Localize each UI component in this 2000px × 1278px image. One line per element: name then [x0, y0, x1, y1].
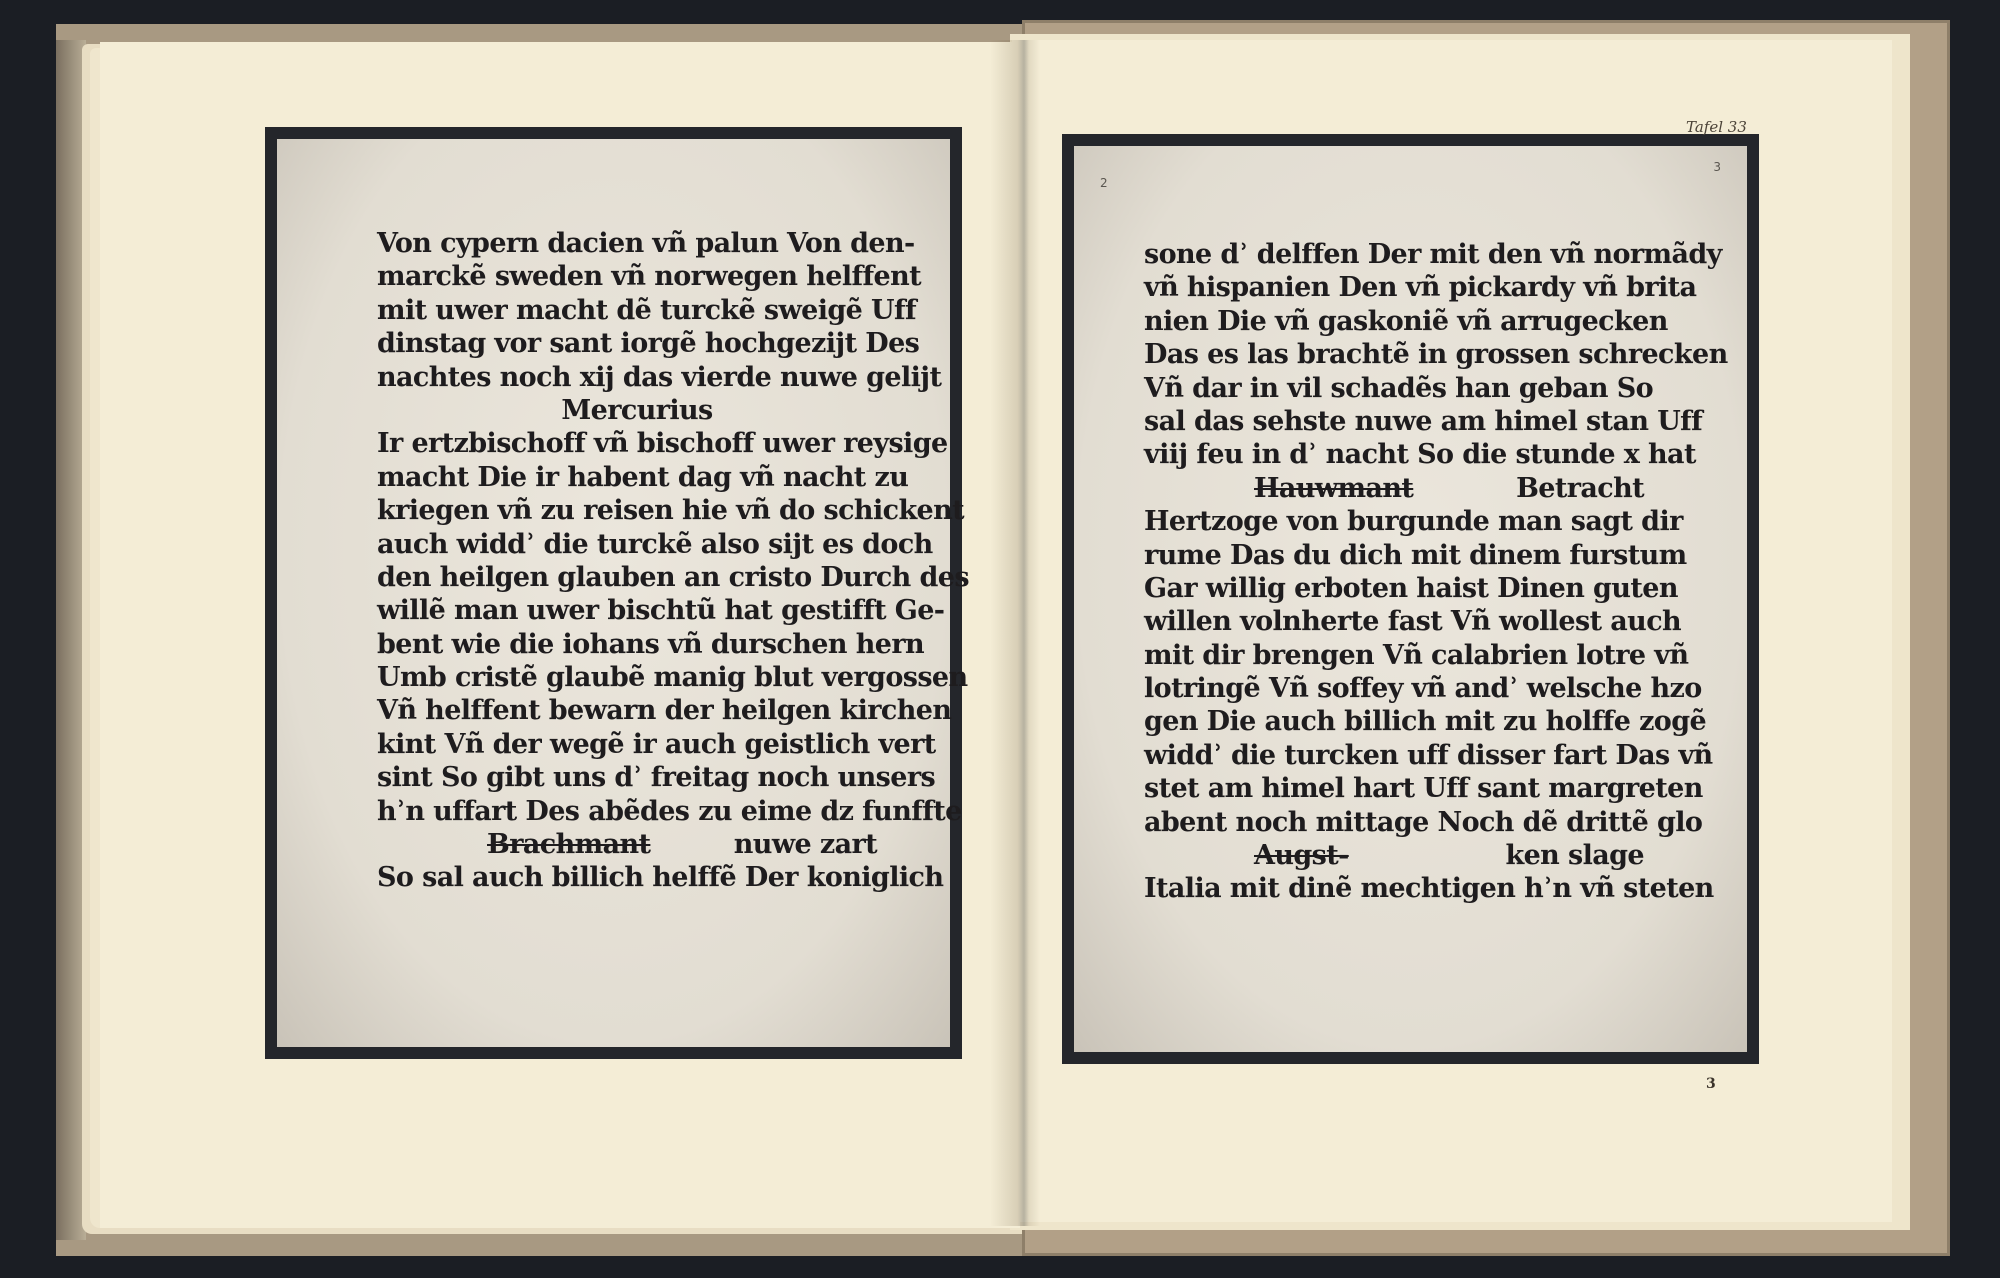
text-line: sone dʾ delffen Der mit den vñ normãdy	[1144, 239, 1722, 270]
left-facsimile-plate	[265, 127, 969, 1059]
text-line: Umb cristẽ glaubẽ manig blut vergossen	[377, 662, 968, 694]
text-line: abent noch mittage Noch dẽ drittẽ glo	[1144, 806, 1703, 838]
text-line: Ir ertzbischoff vñ bischoff uwer reysige	[377, 428, 948, 460]
text-line: Gar willig erboten haist Dinen guten	[1144, 572, 1678, 604]
left-facsimile-text	[377, 227, 969, 895]
text-line: lotringẽ Vñ soffey vñ andʾ welsche hzo	[1144, 673, 1702, 705]
text-line: bent wie die iohans vñ durschen hern	[377, 628, 924, 660]
right-facsimile-plate	[1062, 134, 1759, 1064]
month-label: Brachmant	[487, 829, 651, 861]
text-line-pair	[1144, 472, 1664, 505]
month-label: Hauwmant	[1254, 472, 1414, 504]
moon-label: nuwe zart	[733, 829, 877, 861]
text-line: Hertzoge von burgunde man sagt dir	[1144, 506, 1683, 538]
text-line-pair	[1144, 839, 1664, 872]
month-label: Augst-	[1254, 840, 1349, 872]
text-line: Vñ helffent bewarn der heilgen kirchen	[377, 695, 952, 727]
text-line: den heilgen glauben an cristo Durch des	[377, 561, 969, 593]
text-line: willen volnherte fast Vñ wollest auch	[1144, 606, 1682, 638]
text-line: stet am himel hart Uff sant margreten	[1144, 773, 1703, 805]
text-line: Italia mit dinẽ mechtigen hʾn vñ steten	[1144, 873, 1714, 905]
text-line: Das es las brachtẽ in grossen schrecken	[1144, 339, 1728, 371]
page-number: 3	[1706, 1076, 1716, 1092]
leaf-number-left: 2	[1100, 176, 1108, 190]
text-line-pair	[377, 828, 897, 861]
text-line: sint So gibt uns dʾ freitag noch unsers	[377, 762, 936, 794]
moon-label: Betracht	[1516, 472, 1644, 504]
text-line: rume Das du dich mit dinem furstum	[1144, 539, 1687, 571]
left-facsimile-paper	[277, 139, 969, 1047]
moon-label: ken slage	[1505, 840, 1644, 872]
text-line: mit dir brengen Vñ calabrien lotre vñ	[1144, 639, 1689, 671]
text-line: kint Vñ der wegẽ ir auch geistlich vert	[377, 728, 936, 760]
text-line: vñ hispanien Den vñ pickardy vñ brita	[1144, 272, 1697, 304]
text-line: mit uwer macht dẽ turckẽ sweigẽ Uff	[377, 294, 916, 326]
text-line: sal das sehste nuwe am himel stan Uff	[1144, 405, 1703, 437]
text-line: nachtes noch xij das vierde nuwe gelijt	[377, 361, 942, 393]
text-line: hʾn uffart Des abẽdes zu eime dz funffte	[377, 795, 962, 827]
text-line: nien Die vñ gaskoniẽ vñ arrugecken	[1144, 305, 1668, 337]
plate-title: Tafel 33	[1686, 118, 1747, 136]
right-facsimile-paper	[1074, 146, 1747, 1052]
text-line: kriegen vñ zu reisen hie vñ do schickent	[377, 495, 965, 527]
leaf-number-right: 3	[1713, 160, 1721, 174]
text-line: Von cypern dacien vñ palun Von den-	[377, 228, 915, 259]
text-line: auch widdʾ die turckẽ also sijt es doch	[377, 528, 933, 560]
book-gutter	[990, 40, 1040, 1226]
text-line: macht Die ir habent dag vñ nacht zu	[377, 461, 909, 493]
text-line-heading: Mercurius	[561, 394, 713, 426]
text-line: Vñ dar in vil schadẽs han geban So	[1144, 372, 1654, 404]
text-line: willẽ man uwer bischtũ hat gestifft Ge-	[377, 595, 945, 627]
text-line: So sal auch billich helffẽ Der koniglich	[377, 862, 944, 894]
text-line: viij feu in dʾ nacht So die stunde x hat	[1144, 439, 1696, 471]
text-line: dinstag vor sant iorgẽ hochgezijt Des	[377, 328, 920, 360]
text-line: gen Die auch billich mit zu holffe zogẽ	[1144, 706, 1707, 738]
text-line: marckẽ sweden vñ norwegen helffent	[377, 261, 921, 293]
right-facsimile-text	[1144, 238, 1728, 906]
text-line: widdʾ die turcken uff disser fart Das vñ	[1144, 739, 1713, 771]
